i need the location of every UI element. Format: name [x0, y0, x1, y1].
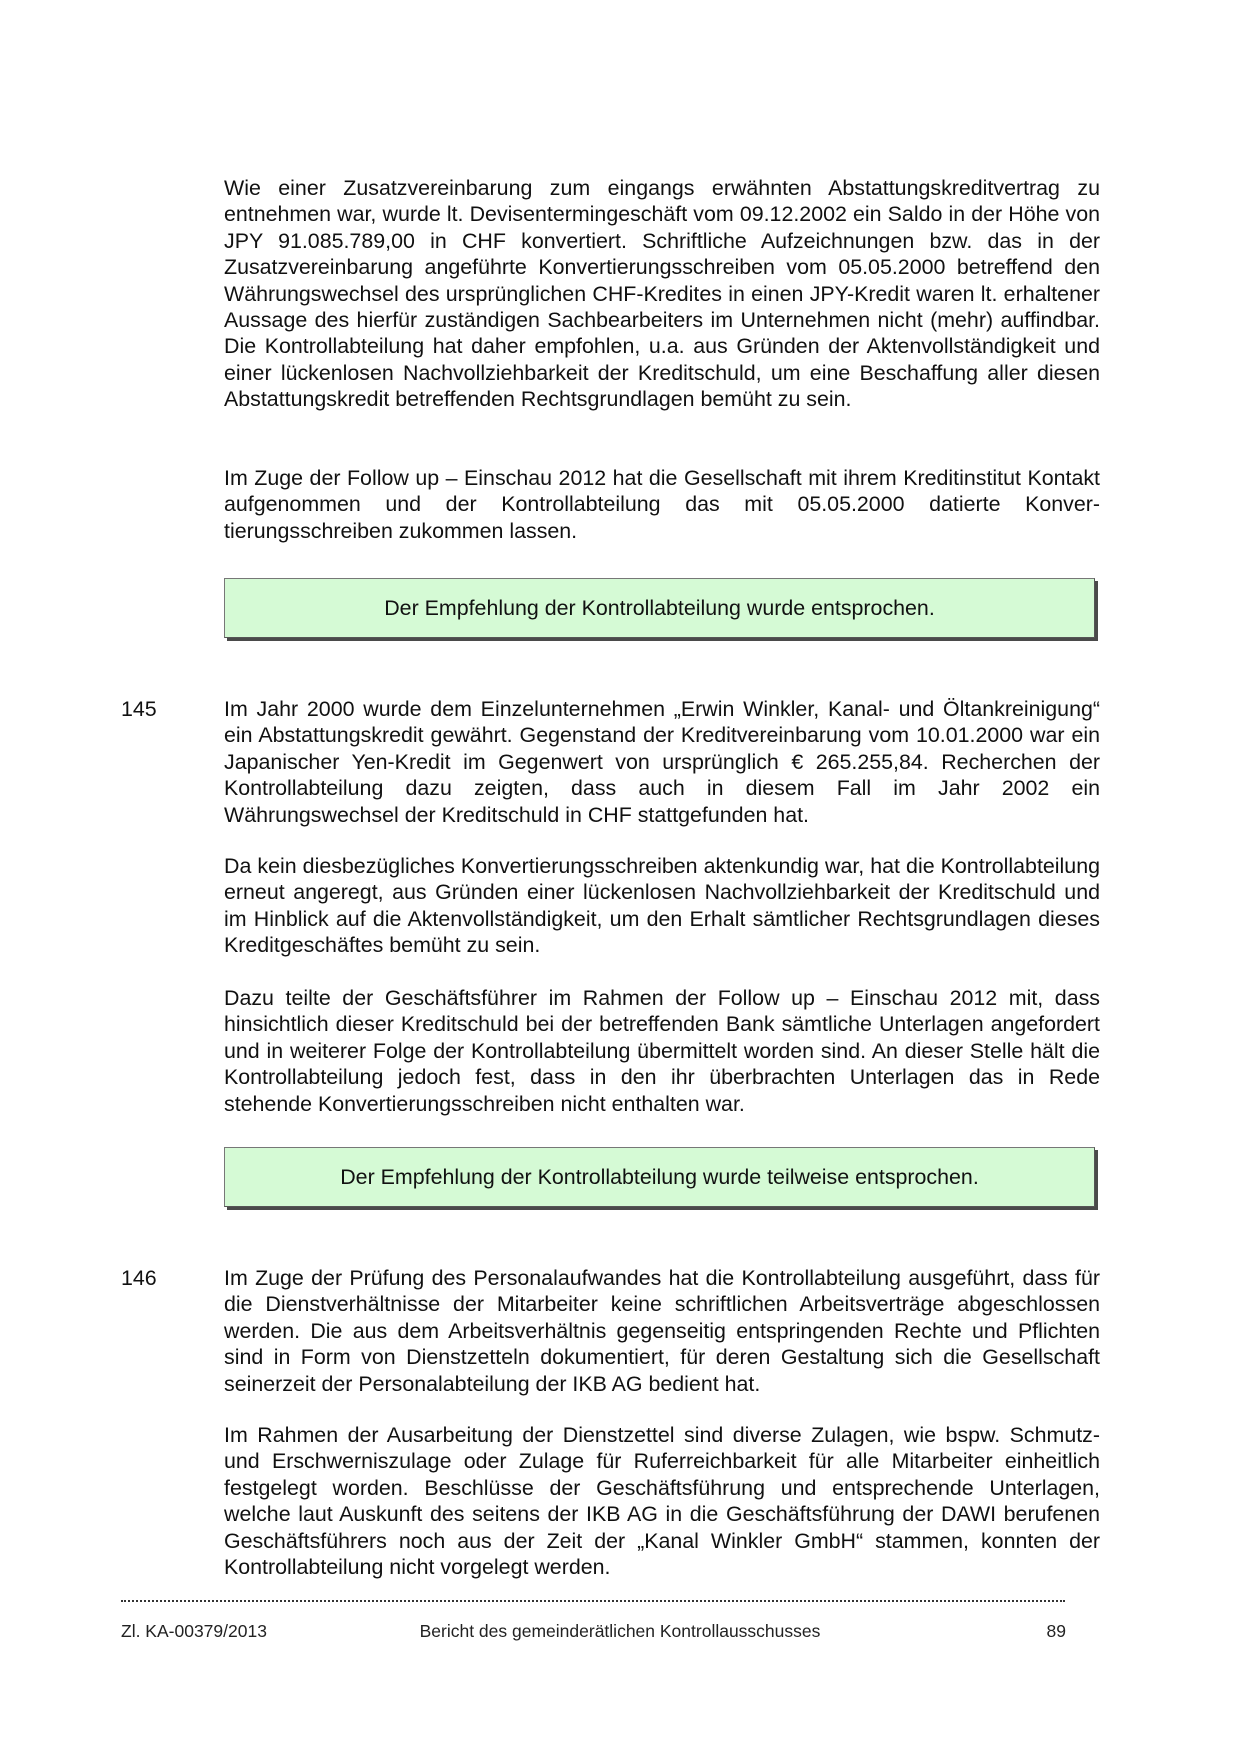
footer-title: Bericht des gemeinderätlichen Kontrollausschusses	[419, 1621, 821, 1641]
paragraph-conversion-background: Wie einer Zusatzvereinbarung zum eingangs erwähnten Abstattungskreditvertrag zu entnehmen war, wurde lt. Devisentermingeschäft vom 09.12.2002 ein Saldo in der Höhe von JPY 91.085.789,00 in CHF konvertiert. Schriftliche Aufzeichnungen bzw. das in der Zusatzvereinbarung angeführte Konvertierungsschreiben vom 05.05.2000 betreffend den Währungswechsel des ursprünglichen CHF-Kredites in einen JPY-Kredit waren lt. erhaltener Aussage des hierfür zuständigen Sachbearbeiters im Unternehmen nicht (mehr) auffindbar. Die Kontrollabteilung hat daher empfohlen, u.a. aus Gründen der Aktenvollständigkeit und einer lückenlosen Nachvollziehbarkeit der Kreditschuld, um eine Beschaffung aller diesen Abstattungskredit betreffenden Rechtsgrundlagen bemüht zu sein.	[224, 176, 1100, 412]
paragraph-allowances: Im Rahmen der Ausarbeitung der Dienstzettel sind diverse Zulagen, wie bspw. Schmutz- und Erschwerniszulage oder Zulage für Ruferreichbarkeit für alle Mitarbeiter einheitlich festgelegt worden. Beschlüsse der Geschäftsführung und entsprechende Unterlagen, welche laut Auskunft des seitens der IKB AG in die Geschäftsführung der DAWI berufenen Geschäftsführers noch aus der Zeit der „Kanal Winkler GmbH“ stammen, konnten der Kontrollabteilung nicht vorgelegt werden.	[224, 1423, 1100, 1580]
footer-reference: Zl. KA-00379/2013	[121, 1621, 267, 1641]
paragraph-missing-conversion-letter: Da kein diesbezügliches Konvertierungsschreiben aktenkundig war, hat die Kontrollabteilung erneut angeregt, aus Gründen einer lückenlosen Nachvollziehbarkeit der Kreditschuld und im Hinblick auf die Aktenvollständigkeit, um den Erhalt sämtlicher Rechtsgrundlagen dieses Kreditgeschäftes bemüht zu sein.	[224, 854, 1100, 958]
recommendation-status-box-partial: Der Empfehlung der Kontrollabteilung wurde teilweise entsprochen.	[224, 1147, 1095, 1207]
paragraph-personnel-expenses: Im Zuge der Prüfung des Personalaufwandes hat die Kontrollabteilung ausgeführt, dass für die Dienstverhältnisse der Mitarbeiter keine schriftlichen Arbeitsverträge abgeschlossen werden. Die aus dem Arbeitsverhältnis gegenseitig entspringenden Rechte und Pflichten sind in Form von Dienstzetteln dokumentiert, für deren Gestaltung sich die Gesellschaft seinerzeit der Personalabteilung der IKB AG bedient hat.	[224, 1266, 1100, 1396]
footer-dotted-divider	[121, 1600, 1065, 1602]
page-number: 89	[1046, 1621, 1066, 1641]
recommendation-status-box-fulfilled: Der Empfehlung der Kontrollabteilung wurde entsprochen.	[224, 578, 1095, 638]
paragraph-yen-credit: Im Jahr 2000 wurde dem Einzelunternehmen „Erwin Winkler, Kanal- und Öltankreinigung“ ein Abstattungskredit gewährt. Gegenstand der Kreditvereinbarung vom 10.01.2000 war ein Japanischer Yen-Kredit im Gegenwert von ursprünglich € 265.255,84. Recherchen der Kontrollabteilung dazu zeigten, dass auch in diesem Fall im Jahr 2002 ein Währungswechsel der Kreditschuld in CHF stattgefunden hat.	[224, 697, 1100, 827]
paragraph-follow-up-2012-conversion: Im Zuge der Follow up – Einschau 2012 hat die Gesellschaft mit ihrem Kreditinstitut Kontakt aufgenommen und der Kontrollabteilung das mit 05.05.2000 datierte Konvertierungsschreiben zukommen lassen.	[224, 466, 1100, 543]
paragraph-manager-statement: Dazu teilte der Geschäftsführer im Rahmen der Follow up – Einschau 2012 mit, dass hinsichtlich dieser Kreditschuld bei der betreffenden Bank sämtliche Unterlagen angefordert und in weiterer Folge der Kontrollabteilung übermittelt worden sind. An dieser Stelle hält die Kontrollabteilung jedoch fest, dass in den ihr überbrachten Unterlagen das in Rede stehende Konvertierungsschreiben nicht enthalten war.	[224, 986, 1100, 1116]
section-number-146: 146	[121, 1266, 157, 1290]
section-number-145: 145	[121, 697, 157, 721]
